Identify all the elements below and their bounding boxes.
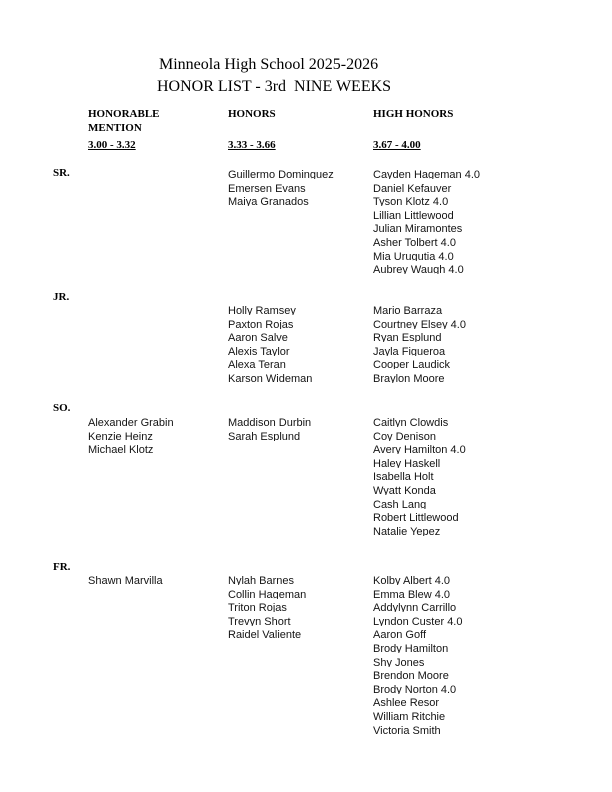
student-name: Coy Denison (373, 430, 436, 441)
grade-label-fr: FR. (53, 561, 71, 573)
gpa-range-honors: 3.33 - 3.66 (228, 139, 276, 151)
student-name: Kenzie Heinz (88, 430, 153, 441)
gpa-range-honorable-mention: 3.00 - 3.32 (88, 139, 136, 151)
student-name: William Ritchie (373, 710, 446, 721)
student-name: Aubrey Waugh 4.0 (373, 264, 464, 275)
student-name: Raidel Valiente (228, 629, 302, 640)
fr-high-honors-list (373, 575, 518, 738)
grade-label-sr: SR. (53, 167, 70, 179)
student-name: Robert Littlewood (373, 512, 459, 523)
student-name: Ashlee Resor (373, 697, 440, 708)
document-subtitle: HONOR LIST - 3rd NINE WEEKS (157, 78, 392, 95)
student-name: Sarah Esplund (228, 430, 301, 441)
sr-high-honors-list (373, 169, 518, 278)
student-name: Daniel Kefauver (373, 182, 452, 193)
student-name: Karson Wideman (228, 372, 313, 383)
so-honorable-mention-list (88, 417, 233, 458)
student-name: Mia Urugutia 4.0 (373, 250, 454, 261)
grade-label-so: SO. (53, 402, 71, 414)
student-name: Emma Blew 4.0 (373, 588, 451, 599)
jr-honors-list (228, 305, 373, 387)
student-name: Asher Tolbert 4.0 (373, 236, 456, 247)
student-name: Braylon Moore (373, 372, 445, 383)
student-name: Avery Hamilton 4.0 (373, 444, 466, 455)
column-header-honors: HONORS (228, 108, 276, 120)
document-title: Minneola High School 2025-2026 (159, 56, 379, 73)
student-name: Guillermo Dominguez (228, 169, 334, 179)
student-name: Alexa Teran (228, 359, 286, 370)
student-name: Addylynn Carrillo (373, 602, 457, 613)
student-name: Courtney Elsey 4.0 (373, 318, 466, 329)
student-name: Lillian Littlewood (373, 209, 454, 220)
student-name: Nylah Barnes (228, 575, 295, 585)
so-high-honors-list (373, 417, 518, 539)
student-name: Paxton Rojas (228, 318, 294, 329)
fr-honors-list (228, 575, 373, 643)
student-name: Kolby Albert 4.0 (373, 575, 451, 585)
student-name: Cooper Laudick (373, 359, 451, 370)
student-name: Wyatt Konda (373, 484, 436, 495)
fr-honorable-mention-list (88, 575, 233, 589)
student-name: Collin Hageman (228, 588, 307, 599)
student-name: Alexis Taylor (228, 345, 290, 356)
student-name: Maiya Granados (228, 196, 309, 207)
student-name: Mario Barraza (373, 305, 443, 315)
student-name: Julian Miramontes (373, 223, 463, 234)
so-honors-list (228, 417, 373, 444)
column-header-high-honors: HIGH HONORS (373, 108, 454, 120)
student-name: Brendon Moore (373, 670, 449, 681)
sr-honors-list (228, 169, 373, 210)
jr-high-honors-list (373, 305, 518, 387)
student-name: Victoria Smith (373, 724, 441, 735)
student-name: Shy Jones (373, 656, 425, 667)
grade-label-jr: JR. (53, 291, 70, 303)
student-name: Triton Rojas (228, 602, 287, 613)
student-name: Brody Hamilton (373, 642, 449, 653)
student-name: Alexander Grabin (88, 417, 174, 427)
student-name: Brody Norton 4.0 (373, 683, 457, 694)
student-name: Lyndon Custer 4.0 (373, 615, 463, 626)
student-name: Aaron Salve (228, 332, 288, 343)
student-name: Maddison Durbin (228, 417, 312, 427)
student-name: Isabella Holt (373, 471, 434, 482)
student-name: Cayden Hageman 4.0 (373, 169, 481, 179)
student-name: Natalie Yepez (373, 525, 441, 536)
student-name: Jayla Figueroa (373, 345, 446, 356)
student-name: Holly Ramsey (228, 305, 296, 315)
student-name: Caitlyn Clowdis (373, 417, 449, 427)
student-name: Aaron Goff (373, 629, 426, 640)
column-header-honorable-mention: HONORABLE MENTION (88, 108, 160, 134)
gpa-range-high-honors: 3.67 - 4.00 (373, 139, 421, 151)
student-name: Michael Klotz (88, 444, 154, 455)
student-name: Shawn Marvilla (88, 575, 163, 585)
student-name: Cash Lang (373, 498, 427, 509)
student-name: Tyson Klotz 4.0 (373, 196, 449, 207)
student-name: Trevyn Short (228, 615, 291, 626)
student-name: Haley Haskell (373, 457, 441, 468)
student-name: Emersen Evans (228, 182, 306, 193)
student-name: Ryan Esplund (373, 332, 442, 343)
